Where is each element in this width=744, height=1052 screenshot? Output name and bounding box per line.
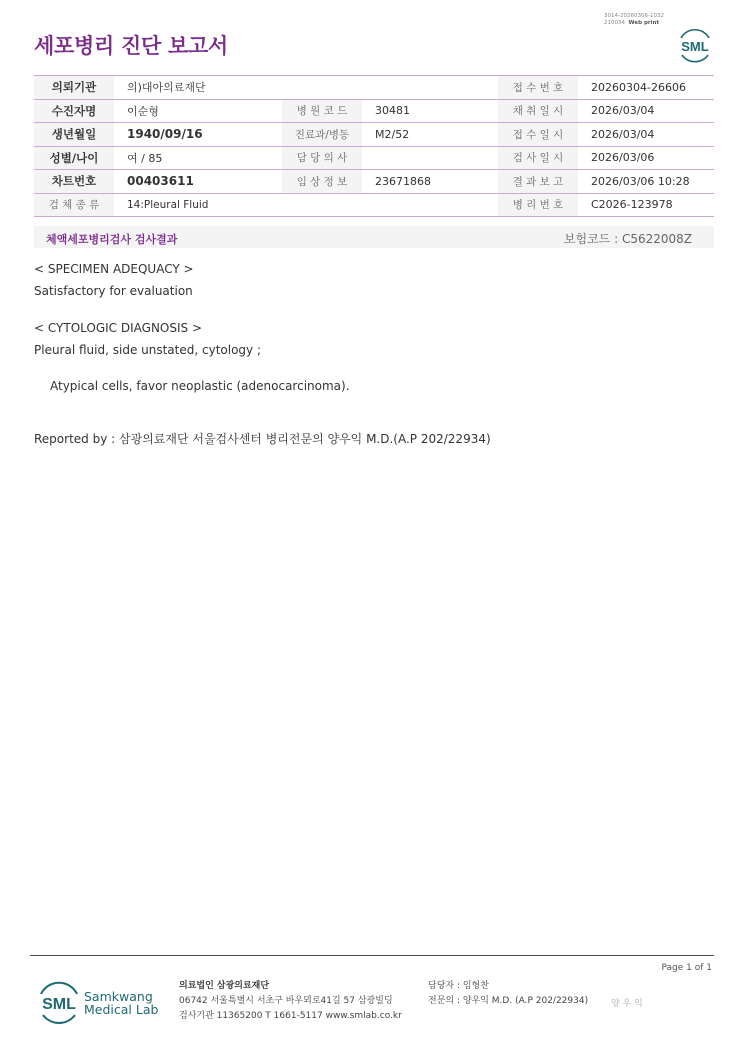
- label-specimen-type: 검 체 종 류: [34, 193, 114, 217]
- adequacy-heading: < SPECIMEN ADEQUACY >: [34, 262, 194, 276]
- value-accession-no: 20260304-26606: [578, 76, 714, 100]
- label-clinical-info: 임 상 정 보: [282, 170, 362, 194]
- label-result-report: 결 과 보 고: [498, 170, 578, 194]
- footer-divider: [30, 955, 714, 956]
- footer-logo-text: SML: [42, 996, 76, 1013]
- table-row: [34, 76, 714, 100]
- label-hospital-code: 병 원 코 드: [282, 99, 362, 123]
- table-row: [34, 123, 714, 147]
- org-address: 06742 서울특별시 서초구 바우뫼로41길 57 삼광빌딩: [179, 996, 393, 1006]
- value-department: M2/52: [362, 123, 498, 147]
- top-logo-text: SML: [681, 39, 709, 54]
- label-sex-age: 성별/나이: [34, 146, 114, 170]
- value-specimen-type: 14:Pleural Fluid: [114, 193, 498, 217]
- diagnosis-line-1: Pleural fluid, side unstated, cytology ;: [34, 343, 261, 357]
- patient-info-table: [34, 75, 714, 217]
- footer-org-info: [179, 979, 402, 1024]
- handler-label: 담당자 :: [428, 981, 460, 991]
- label-collection-date: 채 취 일 시: [498, 99, 578, 123]
- signature-stamp: 양 우 익: [611, 999, 643, 1009]
- label-test-date: 검 사 일 시: [498, 146, 578, 170]
- print-meta: [604, 13, 664, 27]
- label-patient-name: 수진자명: [34, 99, 114, 123]
- label-department: 진료과/병동: [282, 123, 362, 147]
- value-result-report: 2026/03/06 10:28: [578, 170, 714, 194]
- specialist-name: 양우익 M.D. (A.P 202/22934): [462, 996, 589, 1006]
- table-row: [34, 170, 714, 194]
- insurance-code: 보험코드 : C5622008Z: [563, 232, 692, 246]
- org-contact: 검사기관 11365200 T 1661-5117 www.smlab.co.kr: [179, 1011, 402, 1021]
- handler-name: 임형찬: [462, 981, 489, 991]
- table-row: [34, 193, 714, 217]
- label-pathology-no: 병 리 번 호: [498, 193, 578, 217]
- print-meta-label: Web print: [628, 20, 660, 26]
- label-birth-date: 생년월일: [34, 123, 114, 147]
- section-title: 체액세포병리검사 검사결과: [46, 233, 178, 246]
- brand-line-2: Medical Lab: [84, 1002, 159, 1017]
- value-receipt-date: 2026/03/04: [578, 123, 714, 147]
- value-test-date: 2026/03/06: [578, 146, 714, 170]
- samkwang-logo-icon: [36, 979, 82, 1025]
- value-clinical-info: 23671868: [362, 170, 498, 194]
- label-chart-no: 차트번호: [34, 170, 114, 194]
- label-receipt-date: 접 수 일 시: [498, 123, 578, 147]
- label-accession-no: 접 수 번 호: [498, 76, 578, 100]
- value-hospital-code: 30481: [362, 99, 498, 123]
- label-physician: 담 당 의 사: [282, 146, 362, 170]
- label-requesting-org: 의뢰기관: [34, 76, 114, 100]
- result-section-header: [34, 226, 714, 248]
- table-row: [34, 146, 714, 170]
- reported-by: Reported by : 삼광의료재단 서울검사센터 병리전문의 양우익 M.D.(A.P 202/22934): [34, 432, 491, 446]
- page-title: 세포병리 진단 보고서: [34, 34, 228, 58]
- value-sex-age: 여 / 85: [114, 146, 282, 170]
- adequacy-text: Satisfactory for evaluation: [34, 284, 193, 298]
- diagnosis-heading: < CYTOLOGIC DIAGNOSIS >: [34, 321, 203, 335]
- footer-brand: [84, 990, 158, 1016]
- org-name: 의료법인 삼광의료재단: [179, 981, 270, 991]
- table-row: [34, 99, 714, 123]
- value-physician: [362, 146, 498, 170]
- value-birth-date: 1940/09/16: [114, 123, 282, 147]
- print-meta-code: 210034: [604, 20, 625, 26]
- value-chart-no: 00403611: [114, 170, 282, 194]
- footer-staff-info: [428, 979, 588, 1009]
- sml-logo-icon: [676, 26, 714, 64]
- value-patient-name: 이순형: [114, 99, 282, 123]
- value-requesting-org: 의)대아의료재단: [114, 76, 498, 100]
- value-collection-date: 2026/03/04: [578, 99, 714, 123]
- brand-line-1: Samkwang: [84, 989, 153, 1004]
- value-pathology-no: C2026-123978: [578, 193, 714, 217]
- page-number: Page 1 of 1: [661, 963, 712, 973]
- specialist-label: 전문의 :: [428, 996, 460, 1006]
- diagnosis-line-2: Atypical cells, favor neoplastic (adenocarcinoma).: [50, 379, 350, 393]
- print-meta-id: 3014-20260306-1032: [604, 13, 664, 19]
